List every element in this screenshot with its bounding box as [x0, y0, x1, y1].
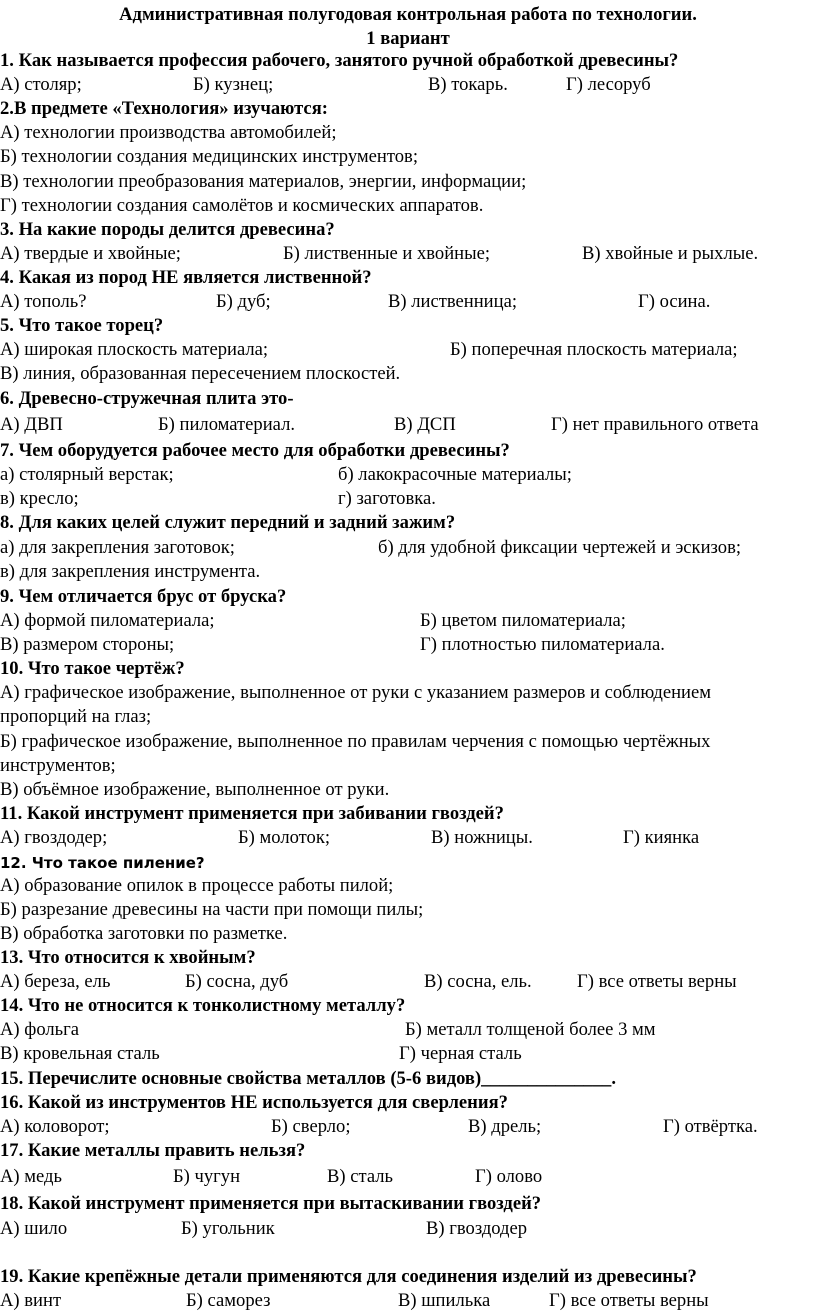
q14-option-a: А) фольга [0, 1019, 80, 1040]
q4-option-c: В) лиственница; [388, 291, 517, 312]
question-18: 18. Какой инструмент применяется при вытаскивании гвоздей? [0, 1193, 542, 1214]
question-17: 17. Какие металлы править нельзя? [0, 1140, 306, 1161]
q16-option-a: А) коловорот; [0, 1116, 110, 1137]
q16-option-c: В) дрель; [468, 1116, 542, 1137]
q5-option-b: Б) поперечная плоскость материала; [450, 339, 738, 360]
q13-option-c: В) сосна, ель. [424, 971, 532, 992]
q9-option-a: А) формой пиломатериала; [0, 610, 215, 631]
q14-option-b: Б) металл толщеной более 3 мм [405, 1019, 656, 1040]
q5-option-a: А) широкая плоскость материала; [0, 339, 269, 360]
question-11: 11. Какой инструмент применяется при забивании гвоздей? [0, 803, 504, 824]
q17-option-d: Г) олово [475, 1166, 543, 1187]
q7-option-c: в) кресло; [0, 488, 79, 509]
q9-option-d: Г) плотностью пиломатериала. [420, 634, 665, 655]
page-title: Административная полугодовая контрольная работа по технологии. [119, 4, 697, 25]
q4-option-d: Г) осина. [638, 291, 711, 312]
q9-option-c: В) размером стороны; [0, 634, 175, 655]
variant-label: 1 вариант [366, 28, 450, 49]
q13-option-a: А) береза, ель [0, 971, 111, 992]
q11-option-c: В) ножницы. [431, 827, 533, 848]
q2-option-a: А) технологии производства автомобилей; [0, 122, 337, 143]
q10-option-a-line2: пропорций на глаз; [0, 706, 152, 727]
question-9: 9. Чем отличается брус от бруска? [0, 586, 287, 607]
q10-option-b-line1: Б) графическое изображение, выполненное по правилам черчения с помощью чертёжных [0, 731, 711, 752]
question-15: 15. Перечислите основные свойства металлов (5-6 видов)______________. [0, 1068, 616, 1089]
q1-option-a: А) столяр; [0, 74, 82, 95]
q4-option-b: Б) дуб; [216, 291, 271, 312]
question-12: 12. Что такое пиление? [0, 854, 205, 872]
question-6: 6. Древесно-стружечная плита это- [0, 388, 294, 409]
q13-option-d: Г) все ответы верны [577, 971, 737, 992]
q7-option-b: б) лакокрасочные материалы; [338, 464, 572, 485]
q18-option-a: А) шило [0, 1218, 68, 1239]
q17-option-a: А) медь [0, 1166, 62, 1187]
q7-option-a: а) столярный верстак; [0, 464, 174, 485]
q5-option-c: В) линия, образованная пересечением плоскостей. [0, 363, 401, 384]
q12-option-b: Б) разрезание древесины на части при помощи пилы; [0, 899, 424, 920]
q3-option-a: А) твердые и хвойные; [0, 243, 181, 264]
question-3: 3. На какие породы делится древесина? [0, 219, 335, 240]
question-4: 4. Какая из пород НЕ является лиственной? [0, 267, 372, 288]
q8-option-c: в) для закрепления инструмента. [0, 561, 261, 582]
q9-option-b: Б) цветом пиломатериала; [420, 610, 626, 631]
q3-option-b: Б) лиственные и хвойные; [283, 243, 491, 264]
q19-option-d: Г) все ответы верны [549, 1290, 709, 1311]
q16-option-b: Б) сверло; [271, 1116, 351, 1137]
q2-option-d: Г) технологии создания самолётов и космических аппаратов. [0, 195, 484, 216]
q6-option-a: А) ДВП [0, 414, 63, 435]
q16-option-d: Г) отвёртка. [663, 1116, 758, 1137]
q18-option-c: В) гвоздодер [426, 1218, 528, 1239]
q12-option-a: А) образование опилок в процессе работы пилой; [0, 875, 394, 896]
question-2: 2.В предмете «Технология» изучаются: [0, 98, 328, 119]
q10-option-a-line1: А) графическое изображение, выполненное от руки с указанием размеров и соблюдением [0, 682, 712, 703]
question-10: 10. Что такое чертёж? [0, 658, 185, 679]
q1-option-c: В) токарь. [428, 74, 508, 95]
q14-option-c: В) кровельная сталь [0, 1043, 160, 1064]
question-14: 14. Что не относится к тонколистному металлу? [0, 995, 406, 1016]
q3-option-c: В) хвойные и рыхлые. [582, 243, 759, 264]
q2-option-c: В) технологии преобразования материалов, энергии, информации; [0, 171, 527, 192]
q18-option-b: Б) угольник [181, 1218, 275, 1239]
q17-option-b: Б) чугун [173, 1166, 241, 1187]
q2-option-b: Б) технологии создания медицинских инструментов; [0, 146, 418, 167]
question-19: 19. Какие крепёжные детали применяются для соединения изделий из древесины? [0, 1266, 697, 1287]
q10-option-c: В) объёмное изображение, выполненное от руки. [0, 779, 390, 800]
q6-option-b: Б) пиломатериал. [158, 414, 296, 435]
q12-option-c: В) обработка заготовки по разметке. [0, 923, 288, 944]
q8-option-b: б) для удобной фиксации чертежей и эскизов; [378, 537, 742, 558]
q17-option-c: В) сталь [327, 1166, 394, 1187]
q10-option-b-line2: инструментов; [0, 755, 116, 776]
q19-option-a: А) винт [0, 1290, 62, 1311]
question-5: 5. Что такое торец? [0, 315, 164, 336]
question-1: 1. Как называется профессия рабочего, занятого ручной обработкой древесины? [0, 50, 679, 71]
question-16: 16. Какой из инструментов НЕ используется для сверления? [0, 1092, 508, 1113]
q11-option-b: Б) молоток; [238, 827, 331, 848]
q11-option-a: А) гвоздодер; [0, 827, 108, 848]
q13-option-b: Б) сосна, дуб [185, 971, 289, 992]
question-7: 7. Чем оборудуется рабочее место для обработки древесины? [0, 440, 510, 461]
q7-option-d: г) заготовка. [338, 488, 436, 509]
q11-option-d: Г) киянка [623, 827, 700, 848]
q14-option-d: Г) черная сталь [399, 1043, 522, 1064]
question-13: 13. Что относится к хвойным? [0, 947, 256, 968]
q1-option-b: Б) кузнец; [193, 74, 274, 95]
question-8: 8. Для каких целей служит передний и задний зажим? [0, 512, 456, 533]
q6-option-c: В) ДСП [394, 414, 456, 435]
q19-option-b: Б) саморез [186, 1290, 271, 1311]
q1-option-d: Г) лесоруб [566, 74, 651, 95]
q4-option-a: А) тополь? [0, 291, 87, 312]
q19-option-c: В) шпилька [398, 1290, 491, 1311]
q8-option-a: а) для закрепления заготовок; [0, 537, 235, 558]
q6-option-d: Г) нет правильного ответа [551, 414, 759, 435]
